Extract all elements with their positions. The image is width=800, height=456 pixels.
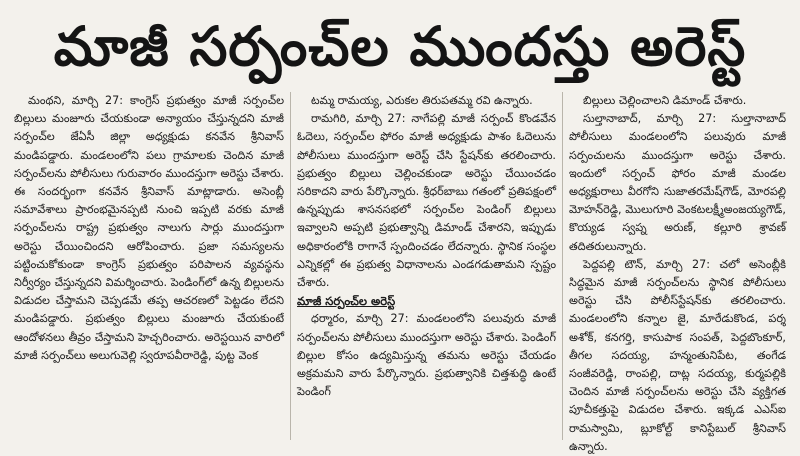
sub-heading: మాజీ సర్పంచ్‌ల అరెస్ట్ [297, 294, 396, 309]
article-columns [8, 92, 792, 453]
column-1 [8, 92, 290, 440]
paragraph: పెద్దపల్లి టౌన్, మార్చి 27: చలో అసెంబ్లీకి సిద్ధమైన మాజీ సర్పంచ్‌లను స్థానిక పోలీసులు అరెస్టు చేసి పోలీస్‌స్టేషన్‌కు తరలించారు. మండలంలోని కన్నాల జై, మారేడుకొండ, పర్శ అశోక్, కనగర్తి, కాసుపాక సంపత్, పెద్దబొంకూర్, తీగల సదయ్య, హన్మంతునిపేట, తంగేడ సంజీవరెడ్డి, రాంపల్లి, దాట్ల సదయ్య, కుర్మపల్లికి చెందిన మాజీ సర్పంచ్‌లను అరెస్టు చేసి వ్యక్తిగత పూచీకత్తుపై విడుదల చేశారు. ఇక్కడ ఎఎస్ఐ రామస్వామి, బ్లూకోల్ట్ కానిస్టేబుల్ శ్రీనివాస్ ఉన్నారు. [569, 257, 786, 453]
paragraph: మంథని, మార్చి 27: కాంగ్రెస్ ప్రభుత్వం మాజీ సర్పంచ్‌ల బిల్లులు మంజూరు చేయకుండా అన్యాయం చేస్తున్నదని మాజీ సర్పంచ్‌ల జేఏసీ జిల్లా అధ్యక్షుడు కనవేన శ్రీనివాస్ మండిపడ్డారు. మండలంలోని పలు గ్రామాలకు చెందిన మాజీ సర్పంచ్‌లను పోలీసులు గురువారం ముందస్తుగా అరెస్టు చేశారు. ఈ సందర్భంగా కనవేన శ్రీనివాస్ మాట్లాడారు. అసెంబ్లీ సమావేశాలు ప్రారంభమైనప్పటి నుంచి ఇప్పటి వరకు మాజీ సర్పంచ్‌లను రాష్ట్ర ప్రభుత్వం నాలుగు సార్లు ముందస్తుగా అరెస్టు చేయించిందని ఆరోపించారు. ప్రజా సమస్యలను పట్టించుకోకుండా కాంగ్రెస్ ప్రభుత్వం పరిపాలన వ్యవస్థను నిర్వీర్యం చేస్తున్నదని విమర్శించారు. పెండింగ్‌లో ఉన్న బిల్లులను విడుదల చేస్తామని చెప్పడమే తప్ప ఆచరణలో పెట్టడం లేదని మండిపడ్డారు. ప్రభుత్వం బిల్లులు మంజూరు చేయకుంటే ఆందోళనలు తీవ్రం చేస్తామని హెచ్చరించారు. అరెస్టయిన వారిలో మాజీ సర్పంచ్‌లు అలుగువెల్లి స్వరూపవీరారెడ్డి, పుట్ట వెంక [14, 94, 284, 362]
paragraph: ధర్మారం, మార్చి 27: మండలంలోని పలువురు మాజీ సర్పంచ్‌లను పోలీసులు ముందస్తుగా అరెస్టు చేశారు. పెండింగ్ బిల్లుల కోసం ఉద్యమిస్తున్న తమను అరెస్టు చేయడం అక్రమమని వారు పేర్కొన్నారు. ప్రభుత్వానికి చిత్తశుద్ధి ఉంటే పెండింగ్ [297, 312, 556, 399]
column-3 [562, 92, 792, 453]
paragraph: టమ్మ రామయ్య, ఎరుకల తిరుపతమ్మ రవి ఉన్నారు. [311, 94, 533, 107]
column-2 [290, 92, 562, 440]
paragraph: రామగిరి, మార్చి 27: నాగేపల్లి మాజీ సర్పంచ్ కొండవేన ఓదెలు, సర్పంచ్‌ల ఫోరం మాజీ అధ్యక్షుడు పాశం ఓదెలును పోలీసులు ముందస్తుగా అరెస్ట్ చేసి స్టేషన్‌కు తరలించారు. ప్రభుత్వం బిల్లులు చెల్లించకుండా అరెస్టు చేయించడం సరికాదని వారు పేర్కొన్నారు. శ్రీధర్‌బాబు గతంలో ప్రతిపక్షంలో ఉన్నప్పుడు శాసనసభలో సర్పంచ్‌ల పెండింగ్ బిల్లులు ఇవ్వాలని అప్పటి ప్రభుత్వాన్ని డిమాండ్ చేశారని, ఇప్పుడు అధికారంలోకి రాగానే స్పందించడం లేదన్నారు. స్థానిక సంస్థల ఎన్నికల్లో ఈ ప్రభుత్వ విధానాలను ఎండగడుతామని స్పష్టం చేశారు. [297, 112, 556, 290]
headline: మాజీ సర్పంచ్‌ల ముందస్తు అరెస్ట్ [53, 15, 747, 78]
paragraph: సుల్తానాబాద్, మార్చి 27: సుల్తానాబాద్ పోలీసులు మండలంలోని పలువురు మాజీ సర్పంచులను ముందస్తుగా అరెస్టు చేశారు. ఇందులో సర్పంచ్ ఫోరం మాజీ మండల అధ్యక్షురాలు వీరగోని సుజాతరమేష్‌గౌడ్, మోరపల్లి మోహన్‌రెడ్డి, మొలుగూరి వెంకటలక్ష్మీఅంజయ్యగౌడ్, కొయ్యడ స్వప్న అరుణ్, కల్లూరి శ్రావణ్ తదితరులున్నారు. [569, 112, 786, 253]
paragraph: బిల్లులు చెల్లించాలని డిమాండ్ చేశారు. [583, 94, 747, 107]
